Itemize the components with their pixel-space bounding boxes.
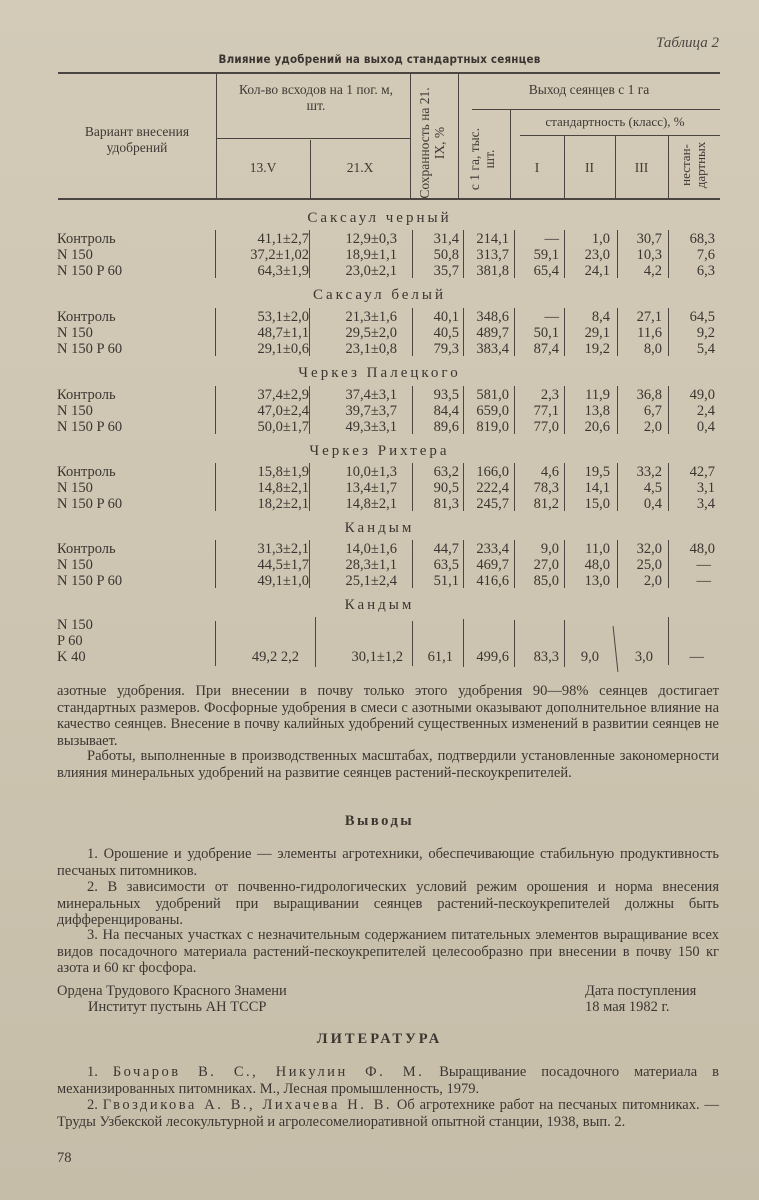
group-title: Кандым xyxy=(344,520,415,536)
table-row: N 150 P 60 49,1±1,0 25,1±2,4 51,1 416,6 85,0 13,0 2,0 — xyxy=(57,573,711,589)
header-nonstandard: нестан-дартных xyxy=(678,141,708,189)
conclusion-item: 2. В зависимости от почвенно-гидрологических условий режим орошения и норма внесения минеральных удобрений при выращивании сеянцев растений-пескоукрепителей должны быть дифференцированы. xyxy=(57,879,719,928)
table-row: N 150 14,8±2,1 13,4±1,7 90,5 222,4 78,3 14,1 4,5 3,1 xyxy=(57,480,715,496)
header-variant: Вариант внесения удобрений xyxy=(84,124,190,155)
header-class-2: II xyxy=(585,160,594,175)
reference-authors: Гвоздикова А. В., Лихачева Н. В. xyxy=(102,1097,392,1113)
header-13v: 13.V xyxy=(249,160,277,175)
body-paragraph: азотные удобрения. При внесении в почву только этого удобрения 90—98% сеянцев достигает стандартных размеров. Фосфорные удобрения в смеси с азотными оказывают дополнительное влияние на качество сеянцев. Внесение в почву калийных удобрений существенных изменений в развитии сеянцев не вызывает. xyxy=(57,683,719,749)
group-title: Саксаул черный xyxy=(307,210,452,226)
header-standardness: стандартность (класс), % xyxy=(545,114,685,129)
header-21x: 21.X xyxy=(346,160,374,175)
table-row: N 150 48,7±1,1 29,5±2,0 40,5 489,7 50,1 29,1 11,6 9,2 xyxy=(57,325,715,341)
table-header xyxy=(58,72,720,200)
reference-item: 1. Бочаров В. С., Никулин Ф. М. Выращивание посадочного материала в механизированных питомниках. М., Лесная промышленность, 1979. xyxy=(57,1064,720,1097)
table-title: Влияние удобрений на выход стандартных сеянцев xyxy=(218,52,541,66)
header-bottom-rule xyxy=(58,198,720,200)
group-title: Саксаул белый xyxy=(312,287,447,303)
header-yield: Выход сеянцев с 1 га xyxy=(528,82,650,97)
variant-line: N 150 xyxy=(57,617,93,633)
page-number: 78 xyxy=(57,1150,72,1166)
reference-item: 2. Гвоздикова А. В., Лихачева Н. В. Об агротехнике работ на песчаных питомниках. — Труды Узбекской лесокультурной и агролесомелиоративной опытной станции, 1938, вып. 2. xyxy=(57,1097,719,1130)
header-class-3: III xyxy=(634,160,649,175)
received-date-value: 18 мая 1982 г. xyxy=(585,999,670,1015)
table-row: Контроль 37,4±2,9 37,4±3,1 93,5 581,0 2,3 11,9 36,8 49,0 xyxy=(57,387,715,403)
institution-line-1: Ордена Трудового Красного Знамени xyxy=(57,983,287,999)
table-row: Контроль 15,8±1,9 10,0±1,3 63,2 166,0 4,6 19,5 33,2 42,7 xyxy=(57,464,715,480)
table-row: N 150 P 60 18,2±2,1 14,8±2,1 81,3 245,7 81,2 15,0 0,4 3,4 xyxy=(57,496,715,512)
header-subrule xyxy=(472,109,720,110)
variant-line: P 60 xyxy=(57,633,83,649)
header-subrule xyxy=(216,138,410,139)
table-row: N 150 37,2±1,02 18,9±1,1 50,8 313,7 59,1 23,0 10,3 7,6 xyxy=(57,247,715,263)
header-class-1: I xyxy=(534,160,540,175)
institution-line-2: Институт пустынь АН ТССР xyxy=(88,999,267,1015)
header-divider xyxy=(216,74,217,198)
table-row: N 150 P 60 50,0±1,7 49,3±3,1 89,6 819,0 77,0 20,6 2,0 0,4 xyxy=(57,419,715,435)
header-divider xyxy=(668,136,669,198)
table-row: K 40 49,2 2,2 30,1±1,2 61,1 499,6 83,3 9,0 3,0 — xyxy=(57,649,704,665)
header-per-ha: с 1 га, тыс. шт. xyxy=(467,127,497,191)
header-survival: Сохранность на 21. IX, % xyxy=(417,87,447,199)
table-row: N 150 47,0±2,4 39,7±3,7 84,4 659,0 77,1 13,8 6,7 2,4 xyxy=(57,403,715,419)
table-row: Контроль 31,3±2,1 14,0±1,6 44,7 233,4 9,0 11,0 32,0 48,0 xyxy=(57,541,715,557)
table-label: Таблица 2 xyxy=(656,35,719,51)
header-sprouts: Кол-во всходов на 1 пог. м, шт. xyxy=(239,82,393,113)
reference-authors: Бочаров В. С., Никулин Ф. М. xyxy=(112,1064,425,1080)
body-paragraph: Работы, выполненные в производственных масштабах, подтвердили установленные закономерности влияния минеральных удобрений на развитие сеянцев растений-пескоукрепителей. xyxy=(57,748,719,781)
header-divider xyxy=(410,74,411,198)
table-row: Контроль 41,1±2,7 12,9±0,3 31,4 214,1 — 1,0 30,7 68,3 xyxy=(57,231,715,247)
conclusion-item: 1. Орошение и удобрение — элементы агротехники, обеспечивающие стабильную продуктивность песчаных питомников. xyxy=(57,846,719,879)
header-top-rule xyxy=(58,72,720,74)
received-date-label: Дата поступления xyxy=(585,983,697,999)
table-row: N 150 P 60 64,3±1,9 23,0±2,1 35,7 381,8 65,4 24,1 4,2 6,3 xyxy=(57,263,715,279)
group-title: Кандым xyxy=(344,597,415,613)
group-title: Черкез Рихтера xyxy=(309,443,450,459)
conclusions-heading: Выводы xyxy=(344,813,415,829)
group-title: Черкез Палецкого xyxy=(298,365,461,381)
references-heading: ЛИТЕРАТУРА xyxy=(316,1031,443,1047)
table-row: Контроль 53,1±2,0 21,3±1,6 40,1 348,6 — 8,4 27,1 64,5 xyxy=(57,309,715,325)
table-row: N 150 44,5±1,7 28,3±1,1 63,5 469,7 27,0 48,0 25,0 — xyxy=(57,557,711,573)
table-row: N 150 P 60 29,1±0,6 23,1±0,8 79,3 383,4 87,4 19,2 8,0 5,4 xyxy=(57,341,715,357)
conclusion-item: 3. На песчаных участках с незначительным содержанием питательных элементов выращивание всех видов посадочного материала растений-пескоукрепителей целесообразно при внесении в почву 150 кг азота и 60 кг фосфора. xyxy=(57,927,719,976)
